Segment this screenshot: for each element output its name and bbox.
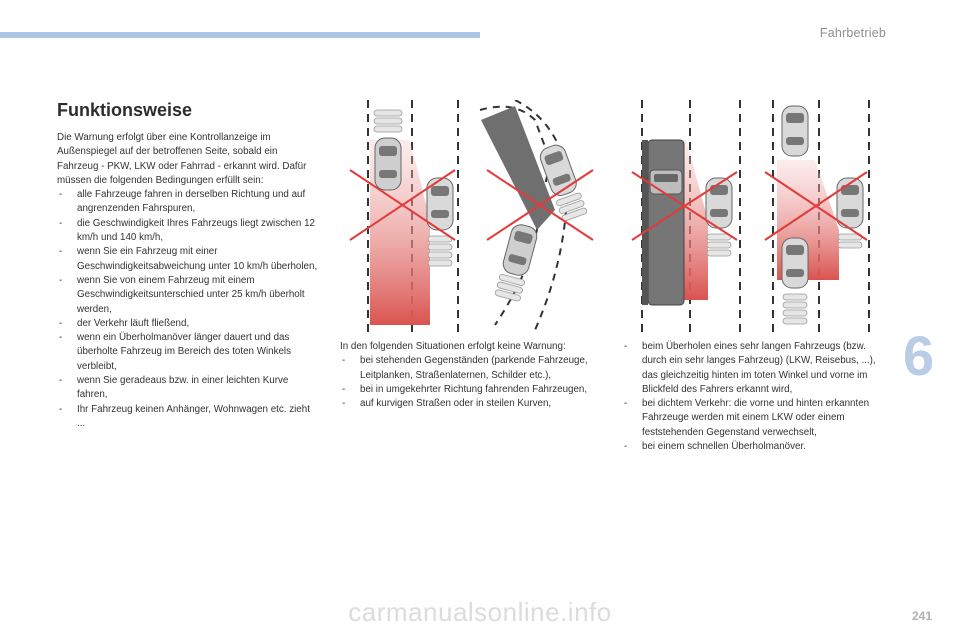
list-item: - Ihr Fahrzeug keinen Anhänger, Wohnwagen etc. zieht ... (57, 403, 319, 432)
no-warning-intro: In den folgenden Situationen erfolgt keine Warnung: (340, 341, 566, 352)
section-label: Fahrbetrieb (819, 26, 886, 40)
no-warning-column-b (622, 340, 884, 454)
list-item: - auf kurvigen Straßen oder in steilen Kurven, (340, 397, 602, 411)
list-item: - wenn Sie von einem Fahrzeug mit einem Geschwindigkeitsunterschied unter 25 km/h überholt werden, (57, 274, 319, 317)
intro-column (57, 131, 319, 431)
list-item: - wenn Sie geradeaus bzw. in einer leichten Kurve fahren, (57, 374, 319, 403)
page-number: 241 (912, 609, 933, 623)
no-warning-column-a (340, 340, 602, 411)
long-vehicle-illustration (622, 100, 752, 332)
watermark: carmanualsonline.info (348, 597, 612, 627)
list-item: - der Verkehr läuft fließend, (57, 317, 319, 331)
list-item: - bei stehenden Gegenständen (parkende Fahrzeuge, Leitplanken, Straßenlaternen, Schilder etc.), (340, 354, 602, 383)
chapter-number: 6 (903, 324, 935, 387)
intro-paragraph: Die Warnung erfolgt über eine Kontrollanzeige im Außenspiegel auf der betroffenen Seite, sobald ein Fahrzeug - PKW, LKW oder Fahrrad - erkannt wird. Dafür müssen die folgenden Bedingungen erfüllt sein: (57, 132, 307, 186)
header-accent-bar (0, 32, 480, 38)
page-title: Funktionsweise (57, 100, 193, 120)
list-item: - bei in umgekehrter Richtung fahrenden Fahrzeugen, (340, 383, 602, 397)
no-warning-list-b (622, 340, 884, 454)
list-item: - bei dichtem Verkehr: die vorne und hinten erkannten Fahrzeuge werden mit einem LKW oder einem feststehenden Gegenstand verwechselt, (622, 397, 884, 440)
stationary-objects-illustration (340, 100, 470, 332)
list-item: - die Geschwindigkeit Ihres Fahrzeugs liegt zwischen 12 km/h und 140 km/h, (57, 217, 319, 246)
conditions-list (57, 188, 319, 431)
list-item: - alle Fahrzeuge fahren in derselben Richtung und auf angrenzenden Fahrspuren, (57, 188, 319, 217)
list-item: - beim Überholen eines sehr langen Fahrzeugs (bzw. durch ein sehr langes Fahrzeug) (LKW, Reisebus, ...), das gleichzeitig hinten im toten Winkel und vorne im Blickfeld des Fahrers erkannt wird, (622, 340, 884, 397)
list-item: - wenn ein Überholmanöver länger dauert und das überholte Fahrzeug im Bereich des toten Winkels verbleibt, (57, 331, 319, 374)
dense-traffic-illustration (757, 100, 887, 332)
no-warning-list-a (340, 354, 602, 411)
curved-road-illustration (475, 100, 605, 332)
list-item: - bei einem schnellen Überholmanöver. (622, 440, 884, 454)
list-item: - wenn Sie ein Fahrzeug mit einer Geschwindigkeitsabweichung unter 10 km/h überholen, (57, 245, 319, 274)
